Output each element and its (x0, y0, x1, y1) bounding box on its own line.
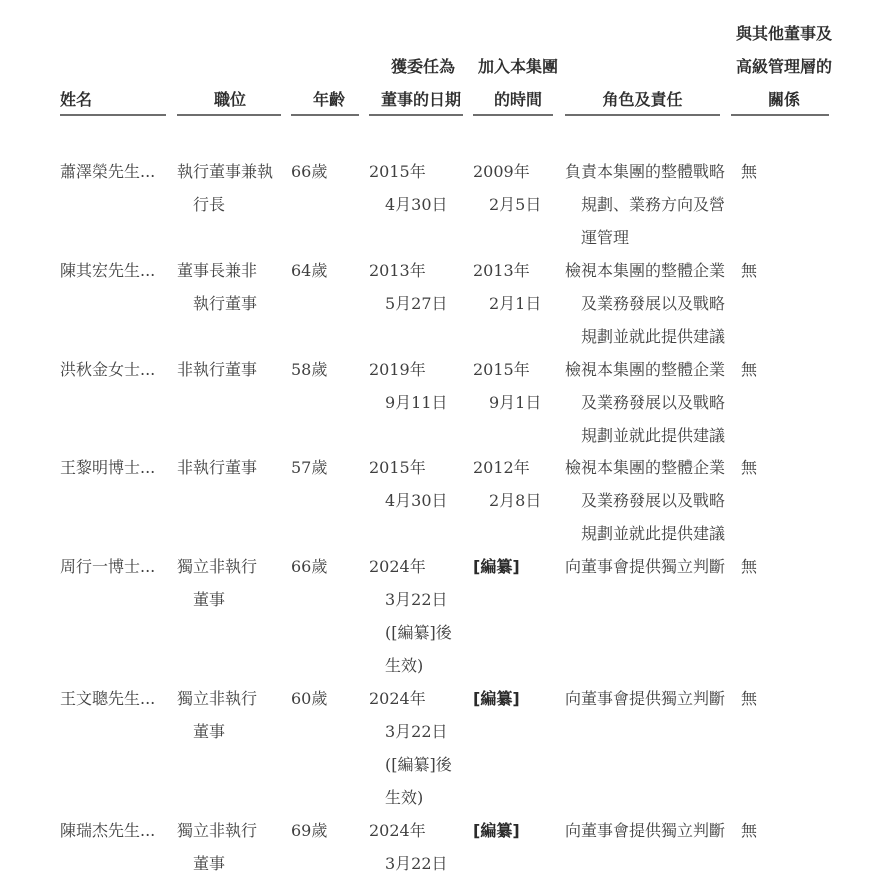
cell-appointment-date-line: 2024年 (369, 821, 426, 840)
cell-roles-line: 運管理 (581, 228, 630, 247)
cell-roles (565, 814, 725, 847)
cell-age: 57歲 (291, 458, 328, 477)
cell-roles-line: 向董事會提供獨立判斷 (565, 821, 726, 840)
header-age-label: 年齡 (313, 90, 346, 109)
cell-join-date-line: 9月1日 (489, 393, 542, 412)
cell-appointment-date (369, 254, 448, 320)
cell-join-date (473, 550, 520, 583)
cell-name: 洪秋金女士... (60, 360, 156, 379)
cell-appointment-date (369, 682, 452, 814)
cell-age: 66歲 (291, 557, 328, 576)
cell-age: 69歲 (291, 821, 328, 840)
cell-position-line: 執行董事 (193, 294, 258, 313)
cell-roles-line: 檢視本集團的整體企業 (565, 458, 726, 477)
cell-appointment-date-line: 4月30日 (385, 491, 448, 510)
cell-roles-line: 規劃、業務方向及營 (581, 195, 726, 214)
cell-appointment-date-line: 2013年 (369, 261, 426, 280)
cell-position-line: 董事 (193, 722, 226, 741)
cell-age: 60歲 (291, 689, 328, 708)
cell-join-date-line: 2月8日 (489, 491, 542, 510)
cell-position (177, 682, 257, 748)
header-divider (60, 114, 166, 116)
cell-position-line: 獨立非執行 (177, 557, 258, 576)
header-roles-label: 角色及責任 (602, 90, 683, 109)
cell-appointment-date-line: 生效) (385, 788, 424, 807)
cell-roles-line: 規劃並就此提供建議 (581, 524, 726, 543)
cell-name: 蕭澤榮先生... (60, 162, 156, 181)
cell-roles-line: 檢視本集團的整體企業 (565, 261, 726, 280)
cell-appointment-date-line: ([編纂]後 (385, 755, 452, 774)
cell-appointment-date-line: 2015年 (369, 162, 426, 181)
cell-position (177, 353, 257, 386)
cell-roles (565, 353, 725, 452)
header-position-label: 職位 (214, 90, 247, 109)
header-join-date-line1: 加入本集團 (477, 57, 558, 76)
cell-appointment-date-line: 5月27日 (385, 294, 448, 313)
cell-roles (565, 682, 725, 715)
header-relationship-line1: 與其他董事及 (735, 24, 832, 43)
header-relationship-line2: 高級管理層的 (735, 57, 832, 76)
cell-position-line: 行長 (193, 195, 226, 214)
header-divider (291, 114, 359, 116)
cell-join-date (473, 451, 541, 517)
cell-roles-line: 及業務發展以及戰略 (581, 491, 726, 510)
cell-appointment-date-line: 4月30日 (385, 195, 448, 214)
cell-appointment-date-line: 2019年 (369, 360, 426, 379)
cell-relationship: 無 (741, 261, 758, 280)
cell-appointment-date (369, 451, 448, 517)
cell-position-line: 董事 (193, 854, 226, 873)
cell-join-date-line: [編纂] (473, 557, 520, 576)
cell-appointment-date (369, 814, 448, 880)
cell-join-date (473, 814, 520, 847)
cell-join-date (473, 353, 541, 419)
cell-appointment-date (369, 550, 452, 682)
cell-appointment-date-line: 2024年 (369, 557, 426, 576)
cell-name: 陳其宏先生... (60, 261, 156, 280)
cell-join-date-line: 2月5日 (489, 195, 542, 214)
cell-roles-line: 向董事會提供獨立判斷 (565, 689, 726, 708)
cell-appointment-date (369, 155, 448, 221)
cell-position-line: 董事長兼非 (177, 261, 258, 280)
cell-position (177, 550, 257, 616)
header-relationship-line3: 關係 (767, 90, 800, 109)
cell-appointment-date-line: 2024年 (369, 689, 426, 708)
header-join-date (477, 50, 559, 116)
cell-roles-line: 向董事會提供獨立判斷 (565, 557, 726, 576)
cell-roles-line: 及業務發展以及戰略 (581, 294, 726, 313)
cell-roles (565, 550, 725, 583)
cell-join-date (473, 254, 541, 320)
cell-age: 64歲 (291, 261, 328, 280)
cell-position-line: 非執行董事 (177, 458, 258, 477)
cell-name: 陳瑞杰先生... (60, 821, 156, 840)
cell-appointment-date-line: 3月22日 (385, 590, 448, 609)
cell-appointment-date-line: 3月22日 (385, 854, 448, 873)
cell-join-date-line: 2013年 (473, 261, 530, 280)
cell-position (177, 254, 257, 320)
cell-relationship: 無 (741, 557, 758, 576)
cell-roles-line: 及業務發展以及戰略 (581, 393, 726, 412)
header-age (313, 83, 345, 116)
cell-age: 66歲 (291, 162, 328, 181)
cell-name: 周行一博士... (60, 557, 156, 576)
cell-position (177, 155, 273, 221)
header-name-label: 姓名 (60, 90, 93, 109)
header-divider (177, 114, 281, 116)
cell-position (177, 814, 257, 880)
cell-relationship: 無 (741, 821, 758, 840)
cell-join-date (473, 682, 520, 715)
cell-position-line: 董事 (193, 590, 226, 609)
cell-roles (565, 451, 725, 550)
cell-position-line: 執行董事兼執 (177, 162, 274, 181)
cell-appointment-date-line: ([編纂]後 (385, 623, 452, 642)
header-divider (369, 114, 463, 116)
cell-roles-line: 規劃並就此提供建議 (581, 426, 726, 445)
header-appointment-date-line2: 董事的日期 (381, 90, 462, 109)
cell-age: 58歲 (291, 360, 328, 379)
cell-join-date-line: [編纂] (473, 689, 520, 708)
header-divider (473, 114, 553, 116)
cell-join-date-line: 2009年 (473, 162, 530, 181)
cell-join-date-line: 2012年 (473, 458, 530, 477)
cell-name: 王黎明博士... (60, 458, 156, 477)
cell-roles-line: 負責本集團的整體戰略 (565, 162, 726, 181)
header-appointment-date-line1: 獲委任為 (390, 57, 455, 76)
cell-roles (565, 254, 725, 353)
header-appointment-date (381, 50, 461, 116)
cell-appointment-date-line: 2015年 (369, 458, 426, 477)
cell-join-date-line: 2015年 (473, 360, 530, 379)
header-join-date-line2: 的時間 (493, 90, 542, 109)
cell-roles-line: 檢視本集團的整體企業 (565, 360, 726, 379)
cell-join-date (473, 155, 541, 221)
cell-join-date-line: 2月1日 (489, 294, 542, 313)
cell-join-date-line: [編纂] (473, 821, 520, 840)
cell-relationship: 無 (741, 689, 758, 708)
cell-appointment-date-line: 3月22日 (385, 722, 448, 741)
header-divider (565, 114, 720, 116)
header-name (60, 83, 92, 116)
cell-appointment-date (369, 353, 448, 419)
cell-name: 王文聰先生... (60, 689, 156, 708)
cell-position-line: 獨立非執行 (177, 821, 258, 840)
cell-position-line: 非執行董事 (177, 360, 258, 379)
cell-appointment-date-line: 生效) (385, 656, 424, 675)
cell-roles-line: 規劃並就此提供建議 (581, 327, 726, 346)
header-divider (731, 114, 829, 116)
cell-relationship: 無 (741, 162, 758, 181)
cell-position (177, 451, 257, 484)
cell-relationship: 無 (741, 458, 758, 477)
header-relationship (731, 17, 837, 116)
header-position (214, 83, 246, 116)
cell-relationship: 無 (741, 360, 758, 379)
header-roles (565, 83, 720, 116)
cell-roles (565, 155, 725, 254)
cell-position-line: 獨立非執行 (177, 689, 258, 708)
cell-appointment-date-line: 9月11日 (385, 393, 448, 412)
